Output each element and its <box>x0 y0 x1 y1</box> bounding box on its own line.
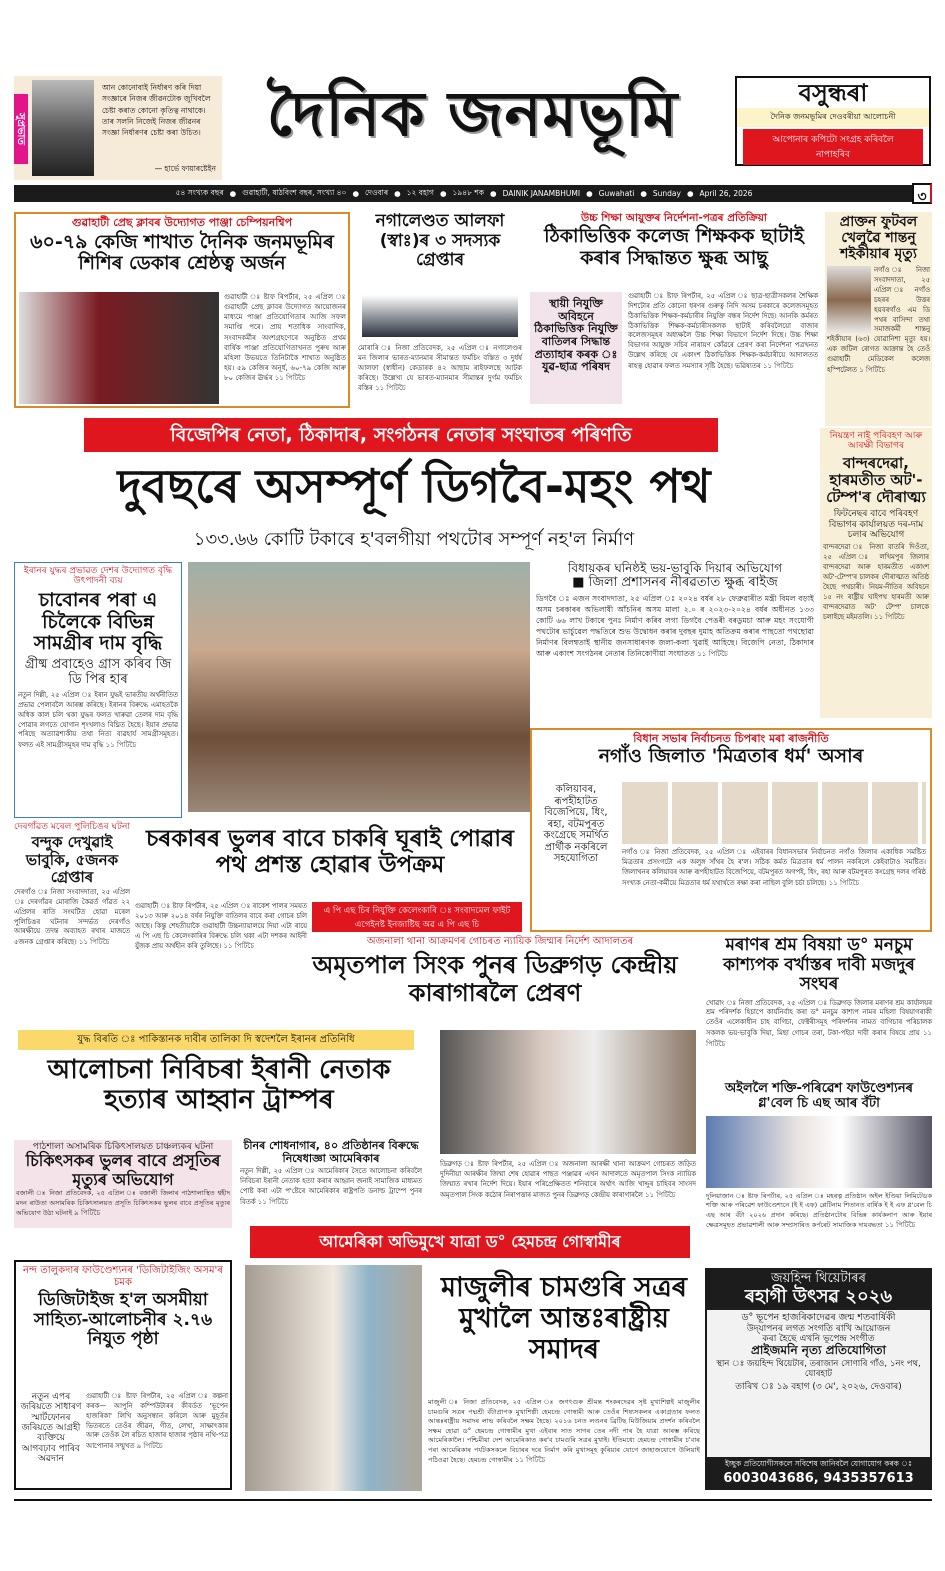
dateline-item: Sunday <box>652 189 681 198</box>
dateline-item: ১২ বহাগ <box>406 187 434 197</box>
body: ডিগবৈ ঃ এজন সংবাদদাতা, ২৫ এপ্ৰিল ঃ ২০২৪ বৰ্ষৰ ২৮ ফেব্ৰুৱাৰীত মন্ত্ৰী বিমল বড়াই অসম চৰকাৰৰ অভিলাষী আঁচনিৰ অসম মালা ২.০ ৰ ২০২৩-২০২৪ বৰ্ষৰ অধীনত ১৩৩ কোটি ৬৬ লাখ টকাৰে পুনঃ নিৰ্মাণ কৰিব লগা ডিগবৈ পেঙৰী বৰডুমচা আৰু মহং সংযোগী পথটোৰ ভাৰ্চুৱেল পদ্ধতিৰে শুভ উদ্বোধন কৰাৰ দুবছৰ দুমাহ অতিক্ৰম কৰাৰ পাছতো পথছোৱা নিৰ্মাণৰ বিলম্বতাই স্থানীয় জনসাধাৰণক জলা-কলা খুৱাই আহিছে। বিজেপি নেতা, ঠিকাদাৰ আৰু একাংশ সংগঠনৰ নেতাৰ তিনিকোণীয়া সংঘাতত <box>536 593 814 658</box>
continued: ১১ পিটিচৈ <box>828 878 860 887</box>
jayhind-ad <box>705 1268 932 1490</box>
dateline-item: ১৯৪৮ শক <box>452 187 485 197</box>
headline: চাবোনৰ পৰা এ চিলৈকে বিভিন্ন সামগ্ৰীৰ দাম বৃদ্ধি <box>33 588 163 655</box>
headline: চিকিৎসকৰ ভুলৰ বাবে প্ৰসূতিৰ মৃত্যুৰ অভিযোগ <box>25 1151 221 1189</box>
quote-box <box>14 76 222 180</box>
quote-author: — হাৰ্ভে ফায়াৰষ্টেইন <box>154 164 216 173</box>
body: গুৱাহাটী ঃ ষ্টাফ ৰিপৰ্টাৰ, ২৫ এপ্ৰিল ঃ গুৱাহাটী প্ৰেছ ক্লাবৰ উদ্যোগত আয়োজনৰ মাধ্যমে পাঞ্জা প্ৰতিযোগিতাৰ আজি সফল সমাপ্তি পৰে। প্ৰায় শতাধিক সাংবাদিক, সংবাদকৰ্মীৰ অংশগ্ৰহণেৰে অনুষ্ঠিত প্ৰথম বাৰ্ষিক পাঞ্জা প্ৰতিযোগিতাখনত পুৰুষ আৰু মহিলা উভয়তে তিনিটাকৈ শাখাত অনুষ্ঠিত হয়। ৫৯ কেজিৰ অনূৰ্ধ, ৬০-৭৯ কেজি আৰু ৮০ কেজিৰ ঊৰ্দ্ধৰ <box>224 293 346 383</box>
lead-body <box>536 562 814 659</box>
body: দেৰগাঁও ঃ নিজা সংবাদদাতা, ২৫ এপ্ৰিল ঃ দেৰগাঁৱৰ মোৰাজি কৈৱৰ্ত গাঁৱত ২২ এপ্ৰিলৰ ৰাতি সংঘটিত হোৱা মৰেল পুলিচিঙৰ ঘটনাৰ সন্দৰ্ভত দেৰগাঁও আৰক্ষীয়ে তদন্ত অব্যাহত ৰখাৰ মাজতে ৫জনক গ্ৰেপ্তাৰ কৰিছে। <box>14 888 130 947</box>
dateline-item: দেওবাৰ <box>364 187 389 197</box>
ad-phones: 6003043686, 9435357613 <box>723 1471 914 1486</box>
continued: ১১ পিটিচৈ <box>697 649 728 658</box>
ad-line3: কৰা হৈছে এখনি ভূপেন্দ্ৰ সংগীত <box>762 1333 875 1344</box>
body: বজালী ঃ নিজা প্ৰতিবেদক, ২৫ এপ্ৰিল ঃ বজালী জিলাৰ পাঠশালাস্থিত শ্বহীদ মদন ৰাউতা অসামৰিক চিকিৎসালয়ত প্ৰসূতি চিকিৎসকৰ ভুলৰ বাবে প্ৰসূতিৰ মৃত্যুৰ অভিযোগ উঠা ঘটনাই <box>16 1189 230 1217</box>
continued: ১১ পিটিচৈ <box>874 613 905 622</box>
continued: ১১ পিটিচৈ <box>105 741 137 750</box>
candidate-photos <box>622 782 926 844</box>
portrait-photo <box>827 266 871 334</box>
article-doctor <box>14 1140 232 1228</box>
side-deck: নতুন এপৰ জৰিয়তে সাধাৰণ স্মাৰ্টফোনৰ জৰিয়তে আগ্ৰহী ব্যক্তিয়ে আগবঢ়াব পাৰিব অৱদান <box>20 1392 82 1465</box>
majuli-headline: মাজুলীৰ চামগুৰি সত্ৰৰ মুখালৈ আন্তঃৰাষ্ট্ৰীয় সমাদৰ <box>441 1272 687 1366</box>
majuli-body: মাজুলী ঃ নিজা প্ৰতিবেদক, ২৫ এপ্ৰিল ঃ জগৎগুৰু শ্ৰীমন্ত শংকৰদেৱৰ সৃষ্ট মুখাশিল্পই মাজুলীৰ চামগুৰি সত্ৰৰ পদ্মশ্ৰী বঁটাপ্ৰাপক মুখাশিল্পী হেমচন্দ্ৰ গোস্বামী আৰু তেওঁৰ শিষ্যসকলৰ একাগ্ৰতাৰ ফলত আন্তঃৰাষ্ট্ৰীয় সমাদৰ লাভ কৰিবলৈ সক্ষম হৈছে। ২০১৬ চনত লণ্ডনৰ ব্ৰিটিছ মিউজিয়াম প্ৰদৰ্শন কৰিবলৈ সক্ষম হোৱা ড° হেমচন্দ্ৰ গোস্বামীৰ মুখা এইবাৰ সাত সাগৰ তেৰ নদী পাৰ হৈ যাত্ৰা আৰম্ভ কৰিছে আমেৰিকালৈ। পশ্চিমীয়া দেশ আমেৰিকাত কৰ'ব চামগুৰি সত্ৰৰ মুখাই। ইতিমধ্যে হেমচন্দ্ৰ গোস্বামীৰ চ'বাৰ পৰা আমেৰিকাৰ পৰ্যটকসকলে বিচাৰৰ দৰে নিৰ্মাণ কৰি মুখাসমূহ কুৰিয়াৰ যোগে জাহাজযোগে উলিয়াই পঠিওৱা হৈছে। হেমচন্দ্ৰ গোস্বামীৰ <box>428 1398 700 1465</box>
headline: ঠিকাভিত্তিক কলেজ শিক্ষকক ছাটাই কৰাৰ সিদ্ধান্তত ক্ষুব্ধ আছু <box>544 225 804 269</box>
amritpal-kicker: অজনালা থানা আক্ৰমণৰ গোচৰত ন্যায়িক জিম্মাৰ নিৰ্দেশ আদালতৰ <box>366 936 634 947</box>
apsc-headline: চৰকাৰৰ ভুলৰ বাবে চাকৰি ঘূৰাই পোৱাৰ পথ প্ৰশস্ত হোৱাৰ উপক্ৰম <box>146 826 514 879</box>
supplement-title: বসুন্ধৰা <box>798 79 868 107</box>
article-ulfa <box>358 212 522 408</box>
headline: নগাঁও জিলাত 'মিত্ৰতাৰ ধৰ্ম' অসাৰ <box>598 744 864 767</box>
deck: গ্ৰীষ্ম প্ৰবাহেও গ্ৰাস কৰিব জি ডি পিৰ হাৰ <box>24 657 172 688</box>
headline: বান্দৰদেৱা, হাৰমতীত অট'-টেম্প'ৰ দৌৰাত্ম্য <box>826 453 926 507</box>
iran-headline: আলোচনা নিবিচৰা ইৰানী নেতাক হত্যাৰ আহ্বান ট্ৰাম্পৰ <box>47 1055 391 1115</box>
arrested-photo <box>362 277 518 337</box>
apsc-box: এ পি এছ চিৰ নিযুক্তি কেলেংকাৰি ঃ সংবাদমেল ফাইট এগেইনষ্ট ইনজাষ্টিছ অৱ এ পি এছ চি <box>312 902 522 932</box>
masthead: দৈনিক জনমভূমি <box>266 77 679 150</box>
iran-kicker: যুদ্ধ বিৰতি ঃ পাকিস্তানক দাবীৰ তালিকা দি স্বদেশলৈ ইৰানৰ প্ৰতিনিধি <box>18 1030 414 1050</box>
article-moral-policing <box>14 822 130 1022</box>
continued: ১১ পিটিচৈ <box>514 1456 546 1465</box>
article-oil-award <box>706 1082 932 1231</box>
dateline-item: April 26, 2026 <box>699 189 753 198</box>
road-photo <box>188 562 530 812</box>
continued: ১১ পিটিচৈ <box>274 374 306 383</box>
award-photo <box>19 292 219 404</box>
continued: ১১ পিটিচৈ <box>762 361 794 370</box>
apsc-body: গুৱাহাটী ঃ ষ্টাফ ৰিপৰ্টাৰ, ২৫ এপ্ৰিল ঃ ৰাকেশ পালৰ সময়ত ২০১৩ আৰু ২০১৪ বৰ্ষৰ নিযুক্তি বাতিলৰ বাবে কৰা গোচৰ চলি আছে। কিন্তু শেহতীয়াকৈ গুৱাহাটী উচ্চন্যায়ালয়ে দিয়া এটা ৰায়ে এ পি এছ চি কেলেংকাৰিৰ বিৰুদ্ধে চলি থকা এটা দশকৰ আইনী যুঁজক প্ৰায় অৰ্থহীন কৰি তুলিছে। <box>135 902 307 951</box>
award-photo <box>706 1116 932 1188</box>
article-nagaon-alliance <box>530 728 932 932</box>
body: নতুন দিল্লী, ২৫ এপ্ৰিল ঃ ইৰান যুদ্ধই ভাৰতীয় অৰ্থনীতিত প্ৰভাৱ পেলাবলৈ আৰম্ভ কৰিছে। ইৰানৰ বিৰুদ্ধে এমাহতকৈ অধিক কাল চলি থকা যুদ্ধৰ ফলত খাৰুৱা তেলৰ দাম বৃদ্ধি পোৱাৰ লগতে যোগান শৃংখলাও বিঘ্নিত হৈছে। ইয়াৰ প্ৰভাৱ পৰিছে অত্যাৱশ্যকীয় তথা নিত্য ব্যৱহাৰ্য সামগ্ৰীসমূহত। ফলত এই সামগ্ৰীসমূহৰ দাম বৃদ্ধি <box>18 691 178 750</box>
continued: ১১ পিটিচৈ <box>375 384 406 393</box>
body: গুৱাহাটী ঃ ষ্টাফ ৰিপৰ্টাৰ, ২৫ এপ্ৰিল ঃ কল্পনা কৰক— আপুনি কম্পিউটাৰৰ কীবৰ্ডত 'ভূপেন হাজৰিকা' লিখি অনুসন্ধান কৰিলে আৰু মুহূৰ্তৰ ভিতৰতে তেওঁৰ জীৱন, গীত, লেখা, সাক্ষাৎকাৰ আৰু তেওঁক লৈ ৰচিত হাজাৰ হাজাৰ পৃষ্ঠাৰ নথি-পত্ৰ আপোনাৰ সন্মুখত <box>86 1392 228 1451</box>
bullet-separator: ● <box>352 189 359 198</box>
bullet-separator: ● <box>439 189 447 198</box>
quote-text: আন কোনোবাই নিৰ্ধাৰণ কৰি দিয়া সংজ্ঞাৰে নিজৰ জীৱনটোক জুখিবলৈ চেষ্টা কৰাত কোনো কৃতিত্ব নাথাকে। তাৰ সলনি নিজেই নিজৰ জীৱনৰ সংজ্ঞা নিৰ্ধাৰণৰ চেষ্টা কৰা উচিত। <box>102 83 211 137</box>
continued: ১১ পিটিচৈ <box>644 1190 676 1199</box>
headline: অইললৈ শক্তি-পৰিৱেশ ফাউণ্ডেশ্যনৰ গ্ল'বেল চি এছ আৰ বঁটা <box>725 1081 913 1111</box>
bullet-separator: ● <box>686 189 694 198</box>
headline: বন্দুক দেখুৱাই ভাবুকি, ৫জনক গ্ৰেপ্তাৰ <box>25 833 119 886</box>
bullet-separator: ● <box>394 189 401 198</box>
amritpal-body: ডিব্ৰুগড় ঃ ষ্টাফ ৰিপৰ্টাৰ, ২৫ এপ্ৰিল ঃ অজনালা আৰক্ষী থানা আক্ৰমণ গোচৰত জড়িত দুদিনীয়া আৰক্ষীৰ জিম্মা শেষ হোৱাৰ পাছত পঞ্জাৱৰ এখন আদালতে অমৃতপাল সিংক ন্যায়িক জিম্মাত ৰখাৰ নিৰ্দেশ দিয়ে। ইয়াৰ পৰিপ্ৰেক্ষিতত শনিবাৰে অৰ্থাৎ আজি খাদ্দুৰ চাহিবৰ সাংসদ অমৃতপাল সিংক কঠোৰ নিৰাপত্তাৰ মাজত পুনৰ ডিব্ৰুগড় কেন্দ্ৰীয় কাৰাগাৰলৈ <box>440 1160 696 1199</box>
lead-subhead: ১৩৩.৬৬ কোটি টকাৰে হ'বলগীয়া পথটোৰ সম্পূৰ্ণ নহ'ল নিৰ্মাণ <box>193 529 635 550</box>
majuli-banner: আমেৰিকা অভিমুখে যাত্ৰা ড° হেমচন্দ্ৰ গোস্বামীৰ <box>250 1226 690 1258</box>
continued: ৯ পিটিচৈ <box>136 1442 163 1451</box>
body: দুলিয়াজান ঃ ষ্টাফ ৰিপৰ্টাৰ, ২৫ এপ্ৰিল ঃ মহৰত্ন প্ৰতিষ্ঠান অইল ইণ্ডিয়া লিমিটেডক শক্তি আৰু পৰিৱেশ ফাউণ্ডেশ্যনে (ই ই এফ) প্লেটিনাম শিতানত বাৰ্ষিক ই ই এফ গ্ল'বেল চি এছ আৰ বঁটা ২০২৬ প্ৰদান কৰিছে। প্ৰতিষ্ঠানটোৰ বিভিন্ন কাৰ্যকলাপ আৰু ইয়াৰ ক্ষেত্ৰসমূহত প্ৰভাৱশালী আৰু সম্প্ৰসাৰিত কৰ্পৰেট সামাজিক দায়বদ্ধতা <box>706 1191 932 1230</box>
continued: ১১ পিটিচৈ <box>257 1197 289 1206</box>
kicker: ইৰানৰ যুদ্ধৰ প্ৰভাৱত দেশৰ উদ্যোগত বৃদ্ধি উৎপাদনী ব্যয় <box>23 566 173 587</box>
headline: মৰাণৰ শ্ৰম বিষয়া ড° মনচুম কাশ্যপক বৰ্খাস্তৰ দাবী মজদুৰ সংঘৰ <box>723 935 915 995</box>
body: মোৰাৰি ঃ নিজা প্ৰতিবেদক, ২৫ এপ্ৰিল ঃ নগালেণ্ডৰ মন জিলাৰ ভাৰত-ম্যানমাৰ সীমান্তত ফৰ্মচিং বস্তিত ৩ দুৰ্ধৰ্ষ আলফা (স্বাধীন) কেডাৰক ৪২ আছাম ৰাইফলছে আটক কৰিছে। উল্লেখ্য যে ভাৰত-ম্যানমাৰ সীমান্তৰ দুৰ্গম ফৰ্মচিং বস্তিৰ <box>358 343 522 393</box>
kicker: বিধান সভাৰ নিৰ্বাচনত চিপৰাং মৰা ৰাজনীতি <box>633 732 829 745</box>
ad-contact <box>707 1457 930 1488</box>
headline: চীনৰ শোধনাগাৰ, ৪০ প্ৰতিষ্ঠানৰ বিৰুদ্ধে নিষেধাজ্ঞা আমেৰিকাৰ <box>243 1139 419 1165</box>
side-deck: কলিয়াবৰ, ৰূপহীহাটত বিজেপিয়ে, ধিং, ৰহা, বটমপুৰত কংগ্ৰেছে সমৰ্থিত প্ৰাৰ্থীক নকৰিলে সহযোগিতা <box>543 784 609 864</box>
quote-tag: সুপ্ৰভাত <box>14 94 28 164</box>
article-panja <box>14 212 350 408</box>
ad-contact-note: ইচ্ছুক প্ৰতিযোগীসকলে সবিশেষ জানিবলৈ যোগাযোগ কৰক ঃ <box>724 1459 913 1468</box>
ad-line1: ড° ভূপেন হাজৰিকাদেৱৰ জন্ম শতবাৰ্ষিকী <box>741 1311 896 1323</box>
bullet-separator: ● <box>586 189 593 198</box>
amritpal-photo <box>440 1030 696 1154</box>
kicker: নন্দ তালুকদাৰ ফাউণ্ডেশ্যনৰ 'ডিজিটাইজিং অসম'ৰ চমক <box>23 1265 223 1288</box>
ad-date: তাৰিখ ঃ ১৯ বহাগ (৩ মে', ২০২৬, দেওবাৰ) <box>735 1381 902 1392</box>
article-auto-tempo <box>820 428 932 718</box>
body: নগাঁও ঃ নিজা প্ৰতিবেদক, ২৫ এপ্ৰিল ঃ এইবাৰৰ বিধানসভাৰ নিৰ্বাচনত নগাঁও জিলাৰ একাধিক সমষ্টিত মিত্ৰতাৰ প্ৰসংগটো এক অলুঙ্গ সাঁথৰ হৈ ৰ'ল। সঠিক কৰ্মত মিত্ৰতাৰ ধৰ্ম পালন নকৰিলে কেইবাটাও সমষ্টিত। জিলাখনৰ কলিয়াবৰ আৰু ৰূপহীহাটত বিজেপিয়ে, বটমপুৰত অগপই, ধিং, ৰহা আৰু বটমপুৰত কংগ্ৰেছ দলৰ গৰিষ্ঠ সংখ্যক নেতা-কৰ্মীয়ে মিত্ৰতাৰ ধৰ্ম যথাৰ্থতে ৰক্ষা কৰা নাছিল বুলি চৰ্চা চলিছে। <box>622 848 926 887</box>
side-deck: স্থায়ী নিযুক্তি অবিহনে ঠিকাভিত্তিক নিযুক্তি বাতিলৰ সিদ্ধান্ত প্ৰত্যাহাৰ কৰক ঃ যুৱ-ছাত্ৰ পৰিষদ <box>530 292 622 404</box>
article-footballer <box>825 212 932 426</box>
kicker: উচ্চ শিক্ষা আয়ুক্তৰ নিৰ্দেশনা-পত্ৰৰ প্ৰতিক্ৰিয়া <box>581 212 767 224</box>
continued: ১১ পিটিচৈ <box>78 938 110 947</box>
deck: ফিটনেছৰ বাবে পৰিবহণ বিভাগৰ কাৰ্যালয়ত দৰ-দাম চলাৰ অভিযোগ <box>828 509 924 541</box>
continued: ১ পিটিচৈ <box>859 365 886 374</box>
deck1: বিধায়কৰ ঘনিষ্ঠই ভয়-ভাবুকি দিয়াৰ অভিযোগ <box>567 561 783 575</box>
lead-headline: দুবছৰে অসম্পূৰ্ণ ডিগবৈ-মহং পথ <box>117 459 711 513</box>
ad-title: জয়হিন্দ থিয়েটাৰৰ <box>771 1271 866 1286</box>
ad-venue: স্থান ঃ জয়হিন্দ থিয়েটাৰ, তৰাজান সোণাৰি গাঁও, ১নং পথ, যোৰহাট <box>716 1359 921 1379</box>
kicker: গুৱাহাটী প্ৰেছ ক্লাবৰ উদ্যোগত পাঞ্জা চেম্পিয়নশ্বিপ <box>71 216 293 229</box>
page-number: ৩ <box>912 183 932 204</box>
continued: ৯ পিটিচৈ <box>74 1208 101 1217</box>
continued: ১১ পিটিচৈ <box>706 1029 932 1049</box>
supplement-subtitle: দৈনিক জনমভূমিৰ দেওবৰীয়া আলোচনী <box>737 108 929 127</box>
supplement-note: আপোনাৰ কপিটো সংগ্ৰহ কৰিবলৈ নাপাহৰিব <box>743 129 923 165</box>
kicker: নিয়ন্ত্ৰণ নাই পৰিবহণ আৰু আৰক্ষী বিভাগৰ <box>829 431 923 452</box>
deck2: জিলা প্ৰশাসনৰ নীৰৱতাত ক্ষুব্ধ ৰাইজ <box>588 574 778 590</box>
dateline-bar <box>14 185 914 202</box>
kicker: দেৰগাঁৱত মৰেল পুলিচিঙৰ ঘটনা <box>14 822 130 832</box>
article-college-teachers <box>530 212 818 408</box>
deck2-wrap: ■ জিলা প্ৰশাসনৰ নীৰৱতাত ক্ষুব্ধ ৰাইজ <box>572 574 778 590</box>
headline: ৬০-৭৯ কেজি শাখাত দৈনিক জনমভূমিৰ শিশিৰ ডেকাৰ শ্ৰেষ্ঠত্ব অৰ্জন <box>30 230 334 275</box>
author-photo <box>32 80 94 176</box>
amritpal-headline: অমৃতপাল সিংক পুনৰ ডিব্ৰুগড় কেন্দ্ৰীয় কাৰাগাৰলৈ প্ৰেৰণ <box>312 951 678 1007</box>
lead-kicker-banner: বিজেপিৰ নেতা, ঠিকাদাৰ, সংগঠনৰ নেতাৰ সংঘাতৰ পৰিণতি <box>84 418 718 452</box>
ad-event: ৰহাগী উৎসৱ ২০২৬ <box>744 1285 893 1307</box>
bullet-separator: ● <box>490 189 497 198</box>
ad-line4: প্ৰাইজমনি নৃত্য প্ৰতিযোগিতা <box>750 1343 887 1358</box>
article-digitizing <box>14 1260 232 1490</box>
mask-artist-photo <box>245 1265 422 1491</box>
dateline-item: Guwahati <box>598 189 635 198</box>
bullet-separator: ● <box>640 189 647 198</box>
body: নগাঁও ঃ নিজা সংবাদদাতা, ২৫ এপ্ৰিল ঃ নগাঁও চহৰৰ উত্তৰ হয়বৰগাঁও এম ডি পথৰ বাসিন্দা তথা সমাজকৰ্মী শান্তনু শইকীয়াৰ (৬৩) যোৱানিশা মৃত্যু হয়। এক জটিল ৰোগত আক্ৰান্ত হৈ তেওঁ গুৱাহাটী মেডিকেল কলেজ হস্পিটেলত <box>827 266 930 374</box>
dateline-item: গুৱাহাটী, ষাঠবিংশ বছৰ, সংখ্যা ৪০ <box>242 187 347 197</box>
body: খোৱাং ঃ নিজা প্ৰতিবেদক, ২৫ এপ্ৰিল ঃ ডিব্ৰুগড় জিলাৰ মৰাণৰ শ্ৰম কাৰ্যালয়ৰ শ্ৰম পৰিদৰ্শক হিচাপে কাৰ্যনিৰ্বাহ কৰা ড° মনচুম কাশ্যপ নামৰ মহিলা বিষয়াগৰাকী তেওঁৰ এলেকাধীন চাহ বাগিচা, ফেক্টৰীসমূহ পৰিদৰ্শনৰ নামত বাগিচাৰ পৰিচালক সকলক ভয়-ভাবুকি দিয়া, মিছা গোচৰ তৰা, টকা-পইচা দাবী কৰাৰ বিষয়ে প্ৰায় <box>706 998 932 1038</box>
article-moran <box>706 936 932 1050</box>
continued: ১১ পিটিচৈ <box>223 942 255 951</box>
dateline-item: DAINIK JANAMBHUMI <box>502 189 581 198</box>
supplement-promo <box>735 76 931 166</box>
ad-line2: উদ্‌যাপনৰ লগত সংগতি ৰাখি আয়োজন <box>746 1323 891 1334</box>
body: নতুন দিল্লী, ২৫ এপ্ৰিল ঃ আমেৰিকাৰ সৈতে আলোচনা কৰিবলৈ নিবিচৰা ইৰানী নেতাক হত্যা কৰাৰ আহ্বান জনাই সামাজিক মাধ্যমত পোষ্ট কৰা এটা প'ষ্টেৰে আমেৰিকাৰ ৰাষ্ট্ৰপতি ডনাল্ড ট্ৰাম্পে পুনৰ বিতৰ্ক <box>240 1167 422 1206</box>
article-iran-prices <box>14 562 182 818</box>
body: গুৱাহাটী ঃ ষ্টাফ ৰিপৰ্টাৰ, ২৫ এপ্ৰিল ঃ ছাত্ৰ-ছাত্ৰীসকলৰ শৈক্ষিক দিশটোৰ প্ৰতি কোনো ধৰণৰ গুৰুত্ব নিদি অসম চৰকাৰে কলেজসমূহত ঠিকাভিত্তিক শিক্ষক-কৰ্মচাৰীৰ নিযুক্তি বন্ধৰ নিৰ্দেশ দিছে। আনকি কৰ্মৰত ঠিকাভিত্তিক শিক্ষক-কৰ্মচাৰীসকলক ছাটাই কৰিবলৈয়ো বাজাৰ কলেজসমূহৰ অধ্যক্ষলৈ উচ্চ শিক্ষা বিভাগে নিৰ্দেশ দিছে। উচ্চ শিক্ষা বিভাগৰ আয়ুক্ত সচিব নাৰায়ণ কোঁৱৰে প্ৰেৰণ কৰা নিৰ্দেশনা পত্ৰখনত উল্লেখ কৰিছে যে একাংশ ঠিকাভিত্তিক শিক্ষক-কৰ্মচাৰীয়ে আদালতত ৰাহত্ব হোৱাৰ ফলত সমস্যাৰ সৃষ্টি হৈছে। ভৱিষ্যতৰ <box>628 292 818 370</box>
bullet-separator: ● <box>229 189 237 198</box>
headline: প্ৰাক্তন ফুটবল খেলুৱৈ শান্তনু শইকীয়াৰ মৃত্যু <box>839 214 918 263</box>
article-china-sanctions <box>240 1140 422 1208</box>
body: বান্দৰদেৱা ঃ নিজা বাতৰি দিওঁতা, ২৫ এপ্ৰিল ঃ লখিমপুৰ জিলাৰ বান্দৰদেৱা আৰু হাৰমতীত একাংশ অট'-টেম্প'ৰ চালকৰ দৌৰাত্ম্যত অতিষ্ঠ হৈছে পথচাৰী। নিয়ম-নীতিৰ অবিহনে ১৫ নং ৰাষ্ট্ৰীয় ঘাইপথ হাৰমতী আৰু বান্দৰদেৱাত অট' টেম্প' চালকে চলাইছে মইমতলি। <box>823 543 929 622</box>
headline: নগালেণ্ডত আলফা (স্বাঃ)ৰ ৩ সদস্যক গ্ৰেপ্তাৰ <box>375 211 505 271</box>
kicker: পাঠশালা অসামৰিক চিকিৎসালয়ত চাঞ্চল্যকৰ ঘটনা <box>32 1142 214 1152</box>
dateline-item: ৫৪ সংখ্যক বছৰ <box>175 187 224 197</box>
bottom-rule <box>14 1499 932 1501</box>
headline: ডিজিটাইজ হ'ল অসমীয়া সাহিত্য-আলোচনীৰ ২.৭৬ নিযুত পৃষ্ঠা <box>33 1290 213 1350</box>
continued: ১১ পিটিচৈ <box>884 1221 916 1230</box>
